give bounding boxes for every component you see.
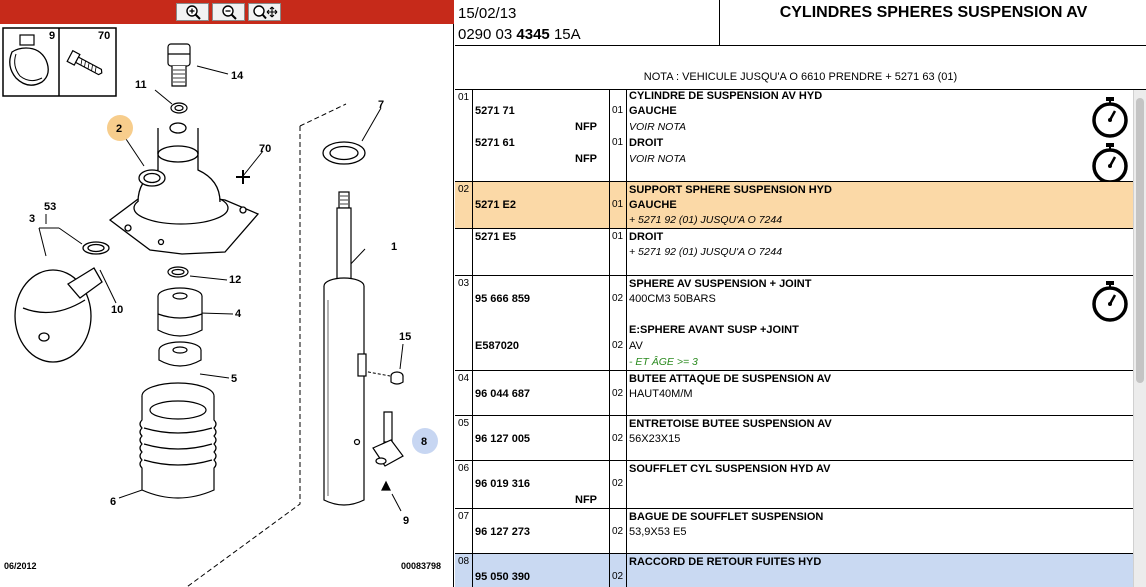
part-reference[interactable]: 96 127 273: [475, 526, 531, 538]
part-detail: 53,9X53 E5: [629, 526, 687, 538]
part-reference[interactable]: 5271 61: [475, 137, 515, 149]
cap-nut-14: [168, 44, 190, 113]
exploded-parts-diagram: [0, 24, 454, 587]
cylinder-1: [324, 192, 366, 505]
parts-row[interactable]: [455, 461, 1133, 509]
header-reference-block: [455, 0, 720, 46]
bellows-6: [140, 383, 216, 498]
part-line: [455, 153, 1133, 169]
o-ring-12: [168, 267, 188, 277]
part-description: GAUCHE: [629, 199, 677, 211]
nfp-flag: NFP: [575, 121, 597, 133]
part-quantity: 02: [612, 478, 624, 489]
callout-label: 11: [135, 79, 147, 91]
part-line: [455, 418, 1133, 434]
header-reference: [458, 24, 719, 45]
zoom-in-button[interactable]: [176, 3, 209, 21]
nfp-flag: NFP: [575, 494, 597, 506]
part-note: + 5271 92 (01) JUSQU'A O 7244: [629, 246, 783, 258]
part-reference[interactable]: 5271 E5: [475, 231, 516, 243]
part-line: [455, 246, 1133, 262]
part-condition: - ET ÂGE >= 3: [629, 356, 698, 368]
row-number: 07: [458, 511, 470, 522]
part-description: BUTEE ATTAQUE DE SUSPENSION AV: [629, 373, 832, 385]
labor-time-stopwatch-icon[interactable]: [1091, 142, 1129, 184]
part-description: DROIT: [629, 231, 664, 243]
part-description: SPHERE AV SUSPENSION + JOINT: [629, 278, 812, 290]
callout-label: 14: [231, 70, 244, 82]
row-number: 06: [458, 463, 470, 474]
callout-label: 5: [231, 373, 238, 385]
row-number: 04: [458, 373, 470, 384]
row-number: 05: [458, 418, 470, 429]
callout-label: 1: [391, 241, 398, 253]
callout-label: 2: [116, 123, 123, 135]
part-description: RACCORD DE RETOUR FUITES HYD: [629, 556, 822, 568]
diagram-toolbar: [0, 0, 454, 24]
spacer-5: [159, 342, 201, 366]
part-detail: 56X23X15: [629, 433, 681, 445]
row-number: 03: [458, 278, 470, 289]
part-reference[interactable]: E587020: [475, 340, 520, 352]
part-reference[interactable]: 96 127 005: [475, 433, 531, 445]
nfp-flag: NFP: [575, 153, 597, 165]
sphere-support-2: [110, 123, 258, 254]
zoom-fit-button[interactable]: [248, 3, 281, 21]
parts-header: [455, 0, 1146, 46]
labor-time-stopwatch-icon[interactable]: [1091, 280, 1129, 322]
row-number: 01: [458, 92, 470, 103]
part-line: [455, 214, 1133, 230]
callout-label: 4: [235, 308, 242, 320]
part-detail: HAUT40M/M: [629, 388, 693, 400]
parts-table: [455, 90, 1133, 587]
part-line: [455, 90, 1133, 106]
bump-stop-4: [158, 288, 202, 336]
part-line: [455, 293, 1133, 309]
callout-label: 70: [259, 143, 272, 155]
callout-label: 70: [98, 30, 111, 42]
sphere-3: [15, 242, 109, 362]
bleed-screw-15: [391, 372, 403, 384]
page-title: CYLINDRES SPHERES SUSPENSION AV: [779, 4, 1088, 21]
parts-row[interactable]: [455, 509, 1133, 554]
callout-label: 3: [29, 213, 36, 225]
part-quantity: 01: [612, 137, 624, 148]
callout-label: 6: [110, 496, 117, 508]
zoom-out-button[interactable]: [212, 3, 245, 21]
header-ref-bold: 4345: [516, 26, 550, 43]
part-line: [455, 105, 1133, 121]
zoom-fit-icon: [251, 4, 279, 20]
header-ref-suffix: 15A: [553, 26, 581, 43]
part-line: [455, 388, 1133, 404]
part-line: [455, 511, 1133, 527]
part-quantity: 02: [612, 388, 624, 399]
row-number: 08: [458, 556, 470, 567]
part-description: BAGUE DE SOUFFLET SUSPENSION: [629, 511, 824, 523]
diagram-date: 06/2012: [4, 561, 37, 571]
part-line: [455, 494, 1133, 510]
part-line: [455, 324, 1133, 340]
parts-row[interactable]: [455, 371, 1133, 416]
part-line: [455, 309, 1133, 325]
part-quantity: 02: [612, 571, 624, 582]
part-quantity: 01: [612, 105, 624, 116]
callout-label: 15: [399, 331, 412, 343]
part-description: SUPPORT SPHERE SUSPENSION HYD: [629, 184, 832, 196]
part-reference[interactable]: 95 050 390: [475, 571, 531, 583]
part-line: [455, 478, 1133, 494]
part-description: CYLINDRE DE SUSPENSION AV HYD: [629, 90, 823, 102]
parts-row[interactable]: [455, 554, 1133, 587]
callout-label: 9: [403, 515, 410, 527]
part-reference[interactable]: 5271 71: [475, 105, 515, 117]
part-quantity: 01: [612, 231, 624, 242]
part-reference[interactable]: 96 044 687: [475, 388, 531, 400]
part-description: E:SPHERE AVANT SUSP +JOINT: [629, 324, 799, 336]
part-description: GAUCHE: [629, 105, 677, 117]
part-line: [455, 231, 1133, 247]
part-note: VOIR NOTA: [629, 153, 686, 165]
callout-label: 7: [378, 99, 385, 111]
callout-label: 9: [49, 30, 56, 42]
callout-label: 12: [229, 274, 242, 286]
part-reference[interactable]: 5271 E2: [475, 199, 516, 211]
part-reference[interactable]: 95 666 859: [475, 293, 531, 305]
header-ref-prefix: 0290 03: [458, 26, 513, 43]
part-reference[interactable]: 96 019 316: [475, 478, 531, 490]
parts-row[interactable]: [455, 229, 1133, 276]
row-number: 02: [458, 184, 470, 195]
part-line: [455, 433, 1133, 449]
part-line: [455, 137, 1133, 153]
diagram-code: 00083798: [401, 561, 442, 571]
callout-label: 10: [111, 304, 124, 316]
part-line: [455, 199, 1133, 215]
diagram-pane: [0, 0, 454, 587]
part-line: [455, 556, 1133, 572]
parts-row[interactable]: [455, 90, 1133, 182]
part-quantity: 02: [612, 340, 624, 351]
return-fitting-8: [373, 412, 403, 490]
part-description: ENTRETOISE BUTEE SUSPENSION AV: [629, 418, 832, 430]
part-line: [455, 184, 1133, 200]
part-line: [455, 356, 1133, 372]
part-description: DROIT: [629, 137, 664, 149]
part-line: [455, 463, 1133, 479]
parts-row[interactable]: [455, 182, 1133, 229]
part-line: [455, 278, 1133, 294]
parts-row[interactable]: [455, 416, 1133, 461]
part-line: [455, 340, 1133, 356]
part-line: [455, 571, 1133, 587]
labor-time-stopwatch-icon[interactable]: [1091, 96, 1129, 138]
part-line: [455, 526, 1133, 542]
part-detail: 400CM3 50BARS: [629, 293, 716, 305]
zoom-in-icon: [183, 4, 203, 20]
part-line: [455, 373, 1133, 389]
part-line: [455, 121, 1133, 137]
scrollbar-thumb[interactable]: [1136, 98, 1144, 383]
part-description: SOUFFLET CYL SUSPENSION HYD AV: [629, 463, 831, 475]
vertical-scrollbar[interactable]: [1133, 90, 1146, 587]
part-quantity: 02: [612, 526, 624, 537]
ring-7: [323, 142, 365, 164]
part-note: + 5271 92 (01) JUSQU'A O 7244: [629, 214, 783, 226]
nota-line: NOTA : VEHICULE JUSQU'A O 6610 PRENDRE + 5271 63 (01): [455, 68, 1146, 90]
zoom-out-icon: [219, 4, 239, 20]
parts-list-pane: [455, 0, 1146, 587]
part-quantity: 02: [612, 433, 624, 444]
parts-row[interactable]: [455, 276, 1133, 371]
plus-marker: [236, 170, 250, 184]
part-quantity: 02: [612, 293, 624, 304]
callout-label: 8: [421, 436, 428, 448]
part-note: VOIR NOTA: [629, 121, 686, 133]
callout-label: 53: [44, 201, 57, 213]
header-date: 15/02/13: [458, 5, 517, 22]
part-detail: AV: [629, 340, 643, 352]
part-quantity: 01: [612, 199, 624, 210]
